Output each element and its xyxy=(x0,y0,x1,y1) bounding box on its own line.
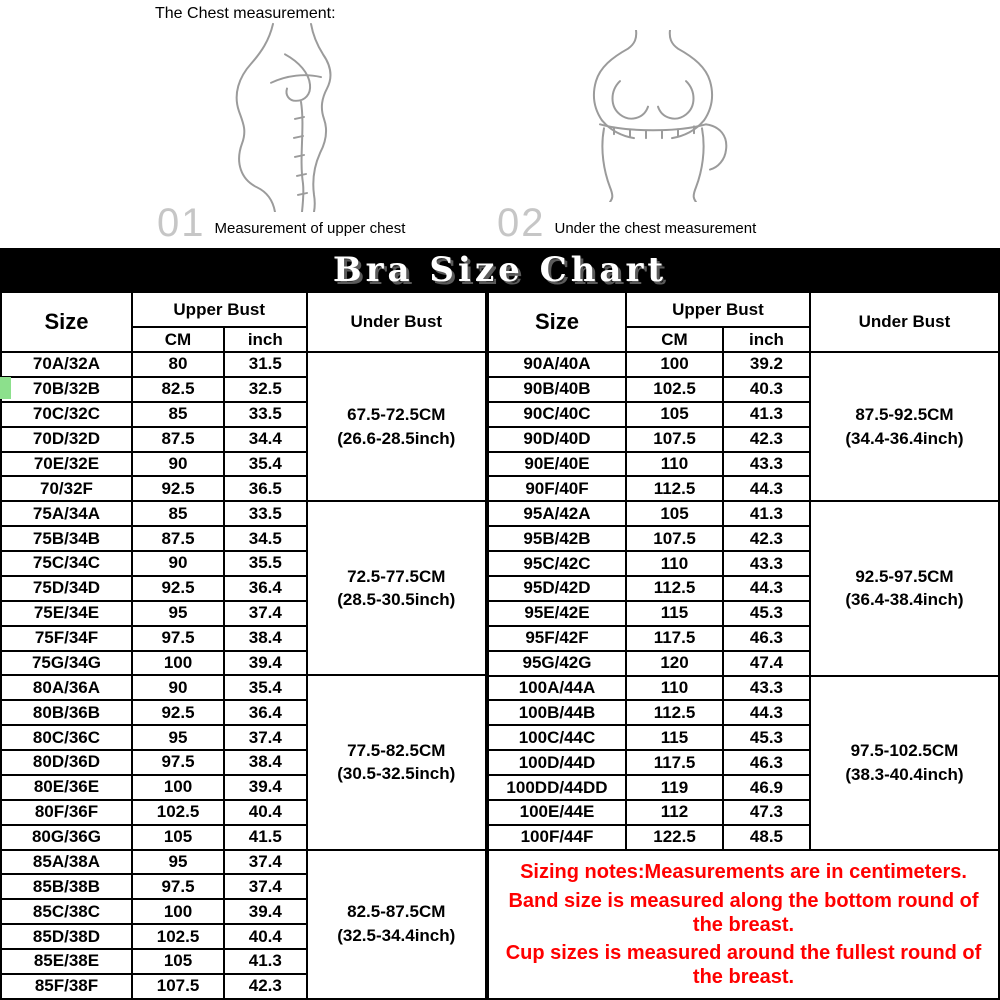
size-cell: 100B/44B xyxy=(488,700,626,725)
upper-bust-inch-cell: 43.3 xyxy=(723,452,810,477)
upper-bust-cm-cell: 112.5 xyxy=(626,576,723,601)
size-cell: 80B/36B xyxy=(1,700,132,725)
under-bust-inch-range: (38.3-40.4inch) xyxy=(845,764,964,784)
upper-bust-cm-cell: 117.5 xyxy=(626,750,723,775)
upper-bust-inch-cell: 37.4 xyxy=(224,850,306,875)
size-cell: 95G/42G xyxy=(488,651,626,676)
upper-bust-cm-cell: 112.5 xyxy=(626,700,723,725)
upper-bust-cm-cell: 100 xyxy=(132,651,224,676)
size-cell: 95B/42B xyxy=(488,526,626,551)
under-bust-inch-range: (26.6-28.5inch) xyxy=(337,428,456,448)
banner-title: Bra Size Chart xyxy=(332,249,668,290)
table-row xyxy=(1,501,486,526)
upper-bust-cm-cell: 97.5 xyxy=(132,750,224,775)
col-header-cm: CM xyxy=(132,327,224,352)
size-cell: 75A/34A xyxy=(1,501,132,526)
col-header-size: Size xyxy=(488,292,626,352)
upper-bust-cm-cell: 107.5 xyxy=(626,526,723,551)
upper-bust-cm-cell: 92.5 xyxy=(132,700,224,725)
size-cell: 90E/40E xyxy=(488,452,626,477)
step-1 xyxy=(157,201,406,245)
note-line-2: Band size is measured along the bottom round of the breast. xyxy=(508,889,979,936)
upper-bust-inch-cell: 42.3 xyxy=(723,526,810,551)
highlight-mark xyxy=(0,377,11,399)
size-cell: 85E/38E xyxy=(1,949,132,974)
under-bust-range-cell xyxy=(307,352,486,501)
upper-bust-inch-cell: 40.3 xyxy=(723,377,810,402)
upper-bust-inch-cell: 40.4 xyxy=(224,800,306,825)
size-cell: 80E/36E xyxy=(1,775,132,800)
step-2 xyxy=(497,201,757,245)
upper-bust-inch-cell: 37.4 xyxy=(224,725,306,750)
upper-bust-inch-cell: 41.3 xyxy=(723,402,810,427)
upper-bust-inch-cell: 42.3 xyxy=(224,974,306,999)
upper-bust-cm-cell: 105 xyxy=(626,501,723,526)
size-cell: 75F/34F xyxy=(1,626,132,651)
size-cell: 85F/38F xyxy=(1,974,132,999)
upper-bust-cm-cell: 110 xyxy=(626,551,723,576)
size-cell: 95D/42D xyxy=(488,576,626,601)
size-cell: 90B/40B xyxy=(488,377,626,402)
upper-bust-cm-cell: 90 xyxy=(132,452,224,477)
table-row xyxy=(1,675,486,700)
under-bust-range-cell xyxy=(307,675,486,849)
size-cell: 70A/32A xyxy=(1,352,132,377)
upper-bust-inch-cell: 36.4 xyxy=(224,576,306,601)
col-header-size: Size xyxy=(1,292,132,352)
table-row xyxy=(1,352,486,377)
upper-bust-inch-cell: 38.4 xyxy=(224,750,306,775)
upper-bust-inch-cell: 31.5 xyxy=(224,352,306,377)
upper-bust-cm-cell: 110 xyxy=(626,676,723,701)
upper-bust-cm-cell: 95 xyxy=(132,601,224,626)
upper-bust-inch-cell: 44.3 xyxy=(723,700,810,725)
under-chest-measurement-illustration xyxy=(548,30,758,202)
under-bust-range-cell xyxy=(810,352,999,501)
upper-bust-cm-cell: 102.5 xyxy=(132,924,224,949)
step-1-number: 01 xyxy=(157,201,206,245)
upper-bust-cm-cell: 105 xyxy=(132,949,224,974)
col-header-upper-bust: Upper Bust xyxy=(626,292,810,327)
size-cell: 100E/44E xyxy=(488,800,626,825)
under-bust-inch-range: (34.4-36.4inch) xyxy=(845,428,964,448)
size-cell: 70E/32E xyxy=(1,452,132,477)
upper-bust-cm-cell: 105 xyxy=(132,825,224,850)
upper-bust-inch-cell: 37.4 xyxy=(224,601,306,626)
upper-bust-inch-cell: 38.4 xyxy=(224,626,306,651)
upper-bust-cm-cell: 100 xyxy=(132,775,224,800)
under-bust-cm-range: 67.5-72.5CM xyxy=(347,404,446,424)
upper-bust-cm-cell: 119 xyxy=(626,775,723,800)
size-cell: 95E/42E xyxy=(488,601,626,626)
upper-bust-inch-cell: 43.3 xyxy=(723,676,810,701)
col-header-upper-bust: Upper Bust xyxy=(132,292,307,327)
under-bust-cm-range: 77.5-82.5CM xyxy=(347,740,446,760)
size-cell: 85D/38D xyxy=(1,924,132,949)
size-cell: 80D/36D xyxy=(1,750,132,775)
table-row xyxy=(1,850,486,875)
size-table-left xyxy=(0,291,487,1000)
size-cell: 75B/34B xyxy=(1,526,132,551)
upper-bust-inch-cell: 32.5 xyxy=(224,377,306,402)
under-bust-cm-range: 82.5-87.5CM xyxy=(347,902,446,922)
under-bust-range-cell xyxy=(810,676,999,850)
upper-bust-inch-cell: 34.5 xyxy=(224,526,306,551)
upper-bust-inch-cell: 45.3 xyxy=(723,601,810,626)
size-cell: 90F/40F xyxy=(488,476,626,501)
note-line-1: Sizing notes:Measurements are in centimeters. xyxy=(520,860,967,883)
upper-bust-inch-cell: 34.4 xyxy=(224,427,306,452)
size-cell: 90A/40A xyxy=(488,352,626,377)
upper-bust-cm-cell: 87.5 xyxy=(132,526,224,551)
under-bust-range-cell xyxy=(307,501,486,675)
size-cell: 85C/38C xyxy=(1,899,132,924)
upper-bust-cm-cell: 107.5 xyxy=(132,974,224,999)
upper-bust-cm-cell: 90 xyxy=(132,675,224,700)
under-bust-cm-range: 87.5-92.5CM xyxy=(855,404,954,424)
note-line-3: Cup sizes is measured around the fullest round of the breast. xyxy=(505,942,982,989)
size-cell: 100A/44A xyxy=(488,676,626,701)
size-cell: 80G/36G xyxy=(1,825,132,850)
upper-bust-cm-cell: 97.5 xyxy=(132,626,224,651)
under-bust-inch-range: (28.5-30.5inch) xyxy=(337,590,456,610)
upper-bust-inch-cell: 43.3 xyxy=(723,551,810,576)
upper-bust-inch-cell: 40.4 xyxy=(224,924,306,949)
upper-bust-inch-cell: 35.4 xyxy=(224,675,306,700)
size-cell: 75E/34E xyxy=(1,601,132,626)
upper-bust-inch-cell: 39.4 xyxy=(224,775,306,800)
upper-bust-cm-cell: 102.5 xyxy=(132,800,224,825)
upper-bust-cm-cell: 85 xyxy=(132,402,224,427)
upper-bust-cm-cell: 97.5 xyxy=(132,874,224,899)
upper-bust-inch-cell: 41.3 xyxy=(224,949,306,974)
step-2-number: 02 xyxy=(497,201,546,245)
upper-bust-inch-cell: 44.3 xyxy=(723,576,810,601)
upper-bust-cm-cell: 112.5 xyxy=(626,476,723,501)
size-cell: 90C/40C xyxy=(488,402,626,427)
upper-bust-cm-cell: 115 xyxy=(626,725,723,750)
col-header-inch: inch xyxy=(224,327,306,352)
size-cell: 100C/44C xyxy=(488,725,626,750)
size-cell: 95F/42F xyxy=(488,626,626,651)
under-bust-inch-range: (32.5-34.4inch) xyxy=(337,926,456,946)
upper-bust-inch-cell: 46.3 xyxy=(723,626,810,651)
under-bust-inch-range: (36.4-38.4inch) xyxy=(845,590,964,610)
size-cell: 95A/42A xyxy=(488,501,626,526)
upper-bust-inch-cell: 36.4 xyxy=(224,700,306,725)
col-header-under-bust: Under Bust xyxy=(810,292,999,352)
upper-bust-cm-cell: 87.5 xyxy=(132,427,224,452)
upper-bust-inch-cell: 37.4 xyxy=(224,874,306,899)
size-cell: 85B/38B xyxy=(1,874,132,899)
size-cell: 75D/34D xyxy=(1,576,132,601)
size-cell: 75C/34C xyxy=(1,551,132,576)
upper-bust-cm-cell: 80 xyxy=(132,352,224,377)
upper-bust-cm-cell: 95 xyxy=(132,725,224,750)
size-cell: 85A/38A xyxy=(1,850,132,875)
upper-bust-inch-cell: 41.3 xyxy=(723,501,810,526)
upper-bust-cm-cell: 115 xyxy=(626,601,723,626)
upper-bust-cm-cell: 105 xyxy=(626,402,723,427)
upper-bust-cm-cell: 90 xyxy=(132,551,224,576)
upper-bust-inch-cell: 46.9 xyxy=(723,775,810,800)
upper-bust-inch-cell: 42.3 xyxy=(723,427,810,452)
upper-bust-cm-cell: 100 xyxy=(132,899,224,924)
upper-bust-inch-cell: 35.5 xyxy=(224,551,306,576)
upper-bust-cm-cell: 92.5 xyxy=(132,576,224,601)
size-cell: 75G/34G xyxy=(1,651,132,676)
size-cell: 80C/36C xyxy=(1,725,132,750)
size-cell: 100D/44D xyxy=(488,750,626,775)
upper-bust-inch-cell: 39.4 xyxy=(224,651,306,676)
table-row xyxy=(488,676,999,701)
under-bust-inch-range: (30.5-32.5inch) xyxy=(337,764,456,784)
upper-bust-cm-cell: 110 xyxy=(626,452,723,477)
size-cell: 70/32F xyxy=(1,476,132,501)
upper-bust-inch-cell: 41.5 xyxy=(224,825,306,850)
step-1-label: Measurement of upper chest xyxy=(214,220,406,237)
col-header-inch: inch xyxy=(723,327,810,352)
upper-bust-inch-cell: 44.3 xyxy=(723,476,810,501)
upper-bust-inch-cell: 47.3 xyxy=(723,800,810,825)
size-cell: 70B/32B xyxy=(1,377,132,402)
upper-chest-measurement-illustration xyxy=(215,22,395,212)
upper-bust-inch-cell: 35.4 xyxy=(224,452,306,477)
right-column xyxy=(487,291,1000,1000)
col-header-cm: CM xyxy=(626,327,723,352)
upper-bust-cm-cell: 122.5 xyxy=(626,825,723,850)
size-cell: 90D/40D xyxy=(488,427,626,452)
size-cell: 100DD/44DD xyxy=(488,775,626,800)
size-cell: 100F/44F xyxy=(488,825,626,850)
size-tables xyxy=(0,291,1000,1000)
upper-bust-cm-cell: 102.5 xyxy=(626,377,723,402)
upper-bust-cm-cell: 112 xyxy=(626,800,723,825)
upper-bust-inch-cell: 48.5 xyxy=(723,825,810,850)
col-header-under-bust: Under Bust xyxy=(307,292,486,352)
banner xyxy=(0,248,1000,291)
under-bust-cm-range: 72.5-77.5CM xyxy=(347,566,446,586)
upper-bust-cm-cell: 107.5 xyxy=(626,427,723,452)
table-row xyxy=(488,352,999,377)
table-row xyxy=(488,501,999,526)
upper-bust-inch-cell: 39.4 xyxy=(224,899,306,924)
size-cell: 95C/42C xyxy=(488,551,626,576)
upper-bust-cm-cell: 85 xyxy=(132,501,224,526)
upper-bust-cm-cell: 120 xyxy=(626,651,723,676)
under-bust-range-cell xyxy=(307,850,486,1000)
upper-bust-inch-cell: 33.5 xyxy=(224,402,306,427)
upper-bust-cm-cell: 117.5 xyxy=(626,626,723,651)
upper-bust-cm-cell: 95 xyxy=(132,850,224,875)
under-bust-cm-range: 92.5-97.5CM xyxy=(855,566,954,586)
size-cell: 80F/36F xyxy=(1,800,132,825)
step-2-label: Under the chest measurement xyxy=(554,220,757,237)
upper-bust-inch-cell: 33.5 xyxy=(224,501,306,526)
upper-bust-cm-cell: 100 xyxy=(626,352,723,377)
size-table-right xyxy=(487,291,1000,851)
upper-bust-cm-cell: 92.5 xyxy=(132,476,224,501)
under-bust-range-cell xyxy=(810,501,999,675)
intro-title: The Chest measurement: xyxy=(155,5,336,22)
upper-bust-inch-cell: 39.2 xyxy=(723,352,810,377)
upper-bust-inch-cell: 47.4 xyxy=(723,651,810,676)
upper-bust-inch-cell: 36.5 xyxy=(224,476,306,501)
size-cell: 70D/32D xyxy=(1,427,132,452)
sizing-notes xyxy=(487,851,1000,1000)
size-cell: 70C/32C xyxy=(1,402,132,427)
under-bust-cm-range: 97.5-102.5CM xyxy=(850,740,959,760)
size-cell: 80A/36A xyxy=(1,675,132,700)
upper-bust-inch-cell: 45.3 xyxy=(723,725,810,750)
measurement-intro-section xyxy=(0,0,1000,248)
upper-bust-inch-cell: 46.3 xyxy=(723,750,810,775)
upper-bust-cm-cell: 82.5 xyxy=(132,377,224,402)
